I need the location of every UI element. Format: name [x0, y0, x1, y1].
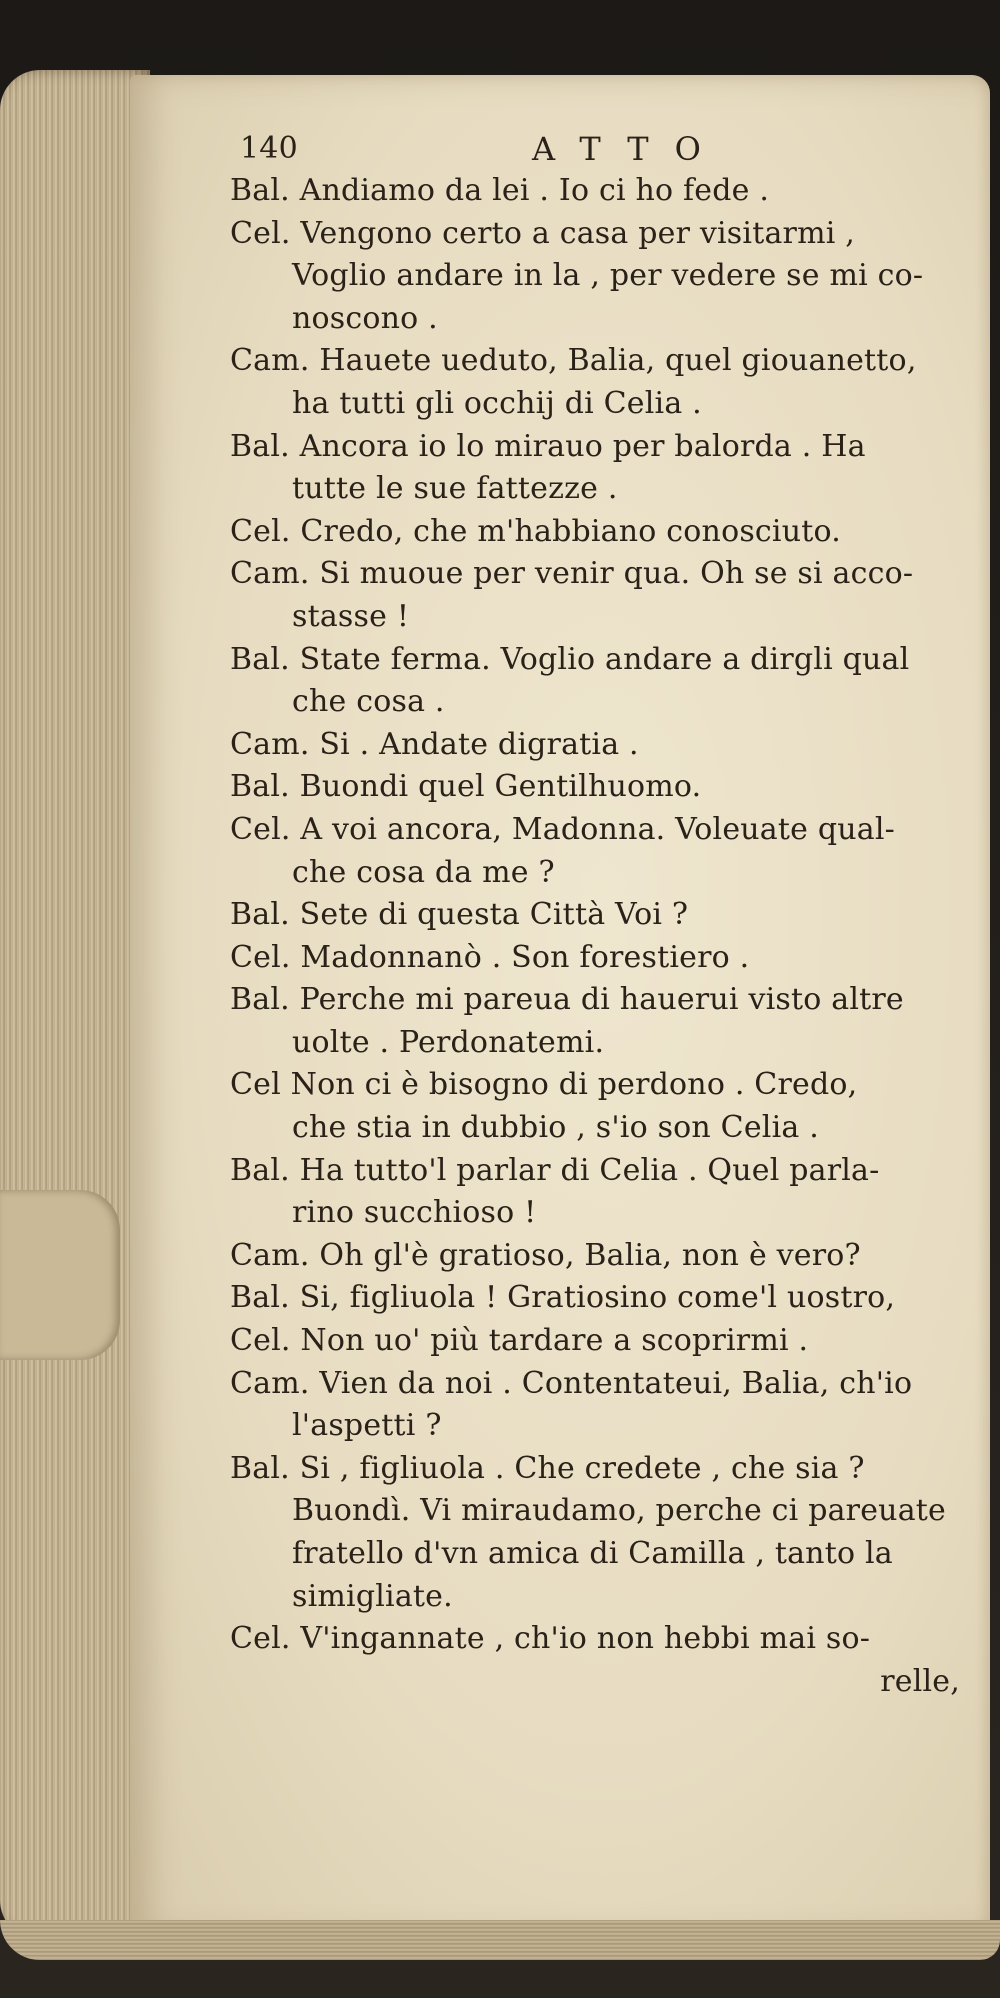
page-number: 140: [240, 131, 298, 166]
page-header: [230, 128, 980, 170]
text-line: Cel Non ci è bisogno di perdono . Credo,: [230, 1067, 858, 1103]
text-line: Cam. Hauete ueduto, Balia, quel giouanetto,: [230, 343, 917, 379]
text-line: uolte . Perdonatemi.: [292, 1024, 605, 1060]
text-line: Bal. Si , figliuola . Che credete , che sia ?: [230, 1450, 865, 1486]
text-line: fratello d'vn amica di Camilla , tanto la: [292, 1536, 893, 1571]
text-line: Bal. State ferma. Voglio andare a dirgli qual: [230, 641, 910, 677]
text-line: Cam. Si muoue per venir qua. Oh se si acco-: [230, 556, 914, 592]
text-lines: [230, 170, 980, 1703]
book-clasp: [0, 1190, 120, 1360]
text-line: Bal. Sete di questa Città Voi ?: [230, 897, 689, 933]
page-block-edge: [0, 70, 150, 1940]
text-line: che cosa .: [292, 684, 445, 720]
text-line: Bal. Perche mi pareua di hauerui visto altre: [230, 982, 904, 1018]
text-line: Bal. Ha tutto'l parlar di Celia . Quel parla-: [230, 1152, 880, 1188]
text-line: Bal. Andiamo da lei . Io ci ho fede .: [230, 173, 770, 208]
text-line: Buondì. Vi miraudamo, perche ci pareuate: [292, 1493, 946, 1529]
text-line: Bal. Si, figliuola ! Gratiosino come'l uostro,: [230, 1280, 896, 1316]
text-line: Cam. Si . Andate digratia .: [230, 726, 639, 762]
text-line: Cel. Credo, che m'habbiano conosciuto.: [230, 513, 841, 549]
text-line: Cam. Oh gl'è gratioso, Balia, non è vero?: [230, 1237, 861, 1273]
text-line: l'aspetti ?: [292, 1408, 442, 1444]
text-line: che cosa da me ?: [292, 854, 555, 890]
text-line: Bal. Ancora io lo mirauo per balorda . Ha: [230, 428, 866, 464]
text-line: Cam. Vien da noi . Contentateui, Balia, ch'io: [230, 1365, 913, 1401]
text-line: Cel. V'ingannate , ch'io non hebbi mai so-: [230, 1621, 871, 1657]
text-line: Cel. Non uo' più tardare a scoprirmi .: [230, 1323, 809, 1359]
text-line: Cel. Vengono certo a casa per visitarmi ,: [230, 215, 855, 251]
text-line: che stia in dubbio , s'io son Celia .: [292, 1110, 819, 1146]
text-line: tutte le sue fattezze .: [292, 471, 618, 507]
page-text: [230, 128, 980, 1703]
page-bottom-edge: [0, 1920, 1000, 1960]
text-line: Voglio andare in la , per vedere se mi co-: [292, 258, 924, 294]
running-head: ATTO: [532, 130, 727, 168]
text-line: Bal. Buondi quel Gentilhuomo.: [230, 769, 702, 805]
text-line: simigliate.: [292, 1578, 453, 1614]
text-line: noscono .: [292, 300, 438, 336]
text-line: ha tutti gli occhij di Celia .: [292, 385, 702, 421]
text-line: stasse !: [292, 598, 410, 634]
text-line: relle,: [880, 1663, 960, 1699]
text-line: Cel. A voi ancora, Madonna. Voleuate qual-: [230, 811, 895, 847]
text-line: Cel. Madonnanò . Son forestiero .: [230, 939, 750, 975]
text-line: rino succhioso !: [292, 1195, 537, 1231]
